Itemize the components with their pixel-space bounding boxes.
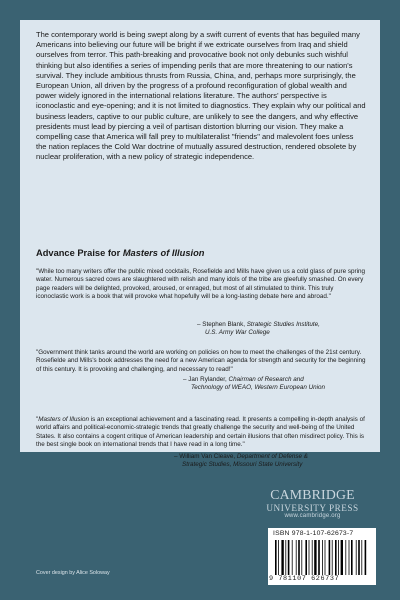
publisher-name: CAMBRIDGE [270, 487, 355, 502]
barcode-bars [275, 540, 369, 575]
quote-3-text: is an exceptional achievement and a fascinating read. It presents a compelling in-depth analysis of world affairs and political-economic-strategic trends that greatly challenge the security and well-being of the United States. It also contains a cogent critique of American leadership and certain illusions that often misdirect policy. This is the best single book on international trends that I have read in a long time." [36, 416, 365, 448]
praise-heading-title: Masters of Illusion [122, 248, 205, 258]
quote-3-affiliation: Strategic Studies, Missouri State University [182, 461, 303, 469]
praise-quote-1: "While too many writers offer the public mixed cocktails, Rosefielde and Mills have given us a cold glass of pure spring water. Numerous sacred cows are slaughtered with relish and many idols of the tribe are gleefully smashed. On every page readers will be delighted, provoked, aroused, or enraged, but most of all stimulated to think. This truly iconoclastic work is a book that will provoke what hopefully will be a long-lasting debate here and abroad." [36, 268, 366, 300]
quote-3-name: – William Van Cleave, [174, 453, 237, 460]
barcode-digits: 9 781107 626737 [269, 575, 340, 583]
quote-3-title: Department of Defense & [236, 453, 308, 460]
praise-quote-3: "Masters of Illusion is an exceptional achievement and a fascinating read. It presents a compelling in-depth analysis of world affairs and political-economic-strategic trends that greatly challenge the security and well-being of the United States. It also contains a cogent critique of American leadership and certain illusions that often misdirect policy. This is the best single book on international trends that I have read in a long time." [36, 416, 365, 448]
cover-design-credit: Cover design by Alice Soloway [36, 570, 110, 576]
barcode-box [268, 528, 376, 585]
publisher-url: www.cambridge.org [284, 513, 341, 519]
quote-2-name: – Jan Rylander, [183, 376, 229, 383]
quote-1-attribution [197, 321, 320, 338]
praise-quote-2: "Government think tanks around the world are working on policies on how to meet the challenges of the 21st century. Rosefielde and Mills's book addresses the need for a new American agenda for strength and security for the beginning of this century. It is provoking and challenging, and necessary to read!" [36, 349, 366, 373]
quote-2-attribution [183, 376, 325, 393]
quote-3-attribution [174, 453, 308, 470]
praise-heading-prefix: Advance Praise for [36, 248, 123, 258]
quote-2-title: Chairman of Research and [228, 376, 304, 383]
publisher-press: UNIVERSITY PRESS [266, 503, 359, 513]
quote-2-affiliation: Technology of WEAO, Western European Union [191, 384, 326, 392]
book-description: The contemporary world is being swept along by a swift current of events that has beguiled many Americans into believing our future will be bright if we extricate ourselves from Iraq and shield ourselves from terror. This path-breaking and provocative book not only debunks such wishful thinking but also identifies a series of impending perils that are more threatening to our nation's survival. They include ambitious thrusts from Russia, China, and, perhaps more surprisingly, the European Union, all driven by the progress of a profound reconfiguration of global wealth and power widely ignored in the international relations literature. The authors' perspective is iconoclastic and eye-opening; and it is not limited to diagnostics. They explain why our political and business leaders, captive to our public culture, are unlikely to see the dangers, and why effective presidents must lead by piercing a veil of partisan distortion blurring our vision. They make a compelling case that America will fall prey to multilateralist "friends" and malevolent foes unless the nation replaces the Cold War doctrine of mutually assured destruction, rendered obsolete by nuclear proliferation, with a new policy of strategic independence. [36, 30, 366, 162]
quote-1-name: – Stephen Blank, [197, 321, 247, 328]
quote-1-affiliation: U.S. Army War College [205, 329, 270, 337]
quote-1-title: Strategic Studies Institute, [246, 321, 320, 328]
quote-3-title-lead: Masters of Illusion [38, 416, 89, 423]
publisher-logo [250, 487, 375, 519]
isbn-number: ISBN 978-1-107-62673-7 [273, 530, 354, 537]
praise-heading [36, 248, 366, 258]
